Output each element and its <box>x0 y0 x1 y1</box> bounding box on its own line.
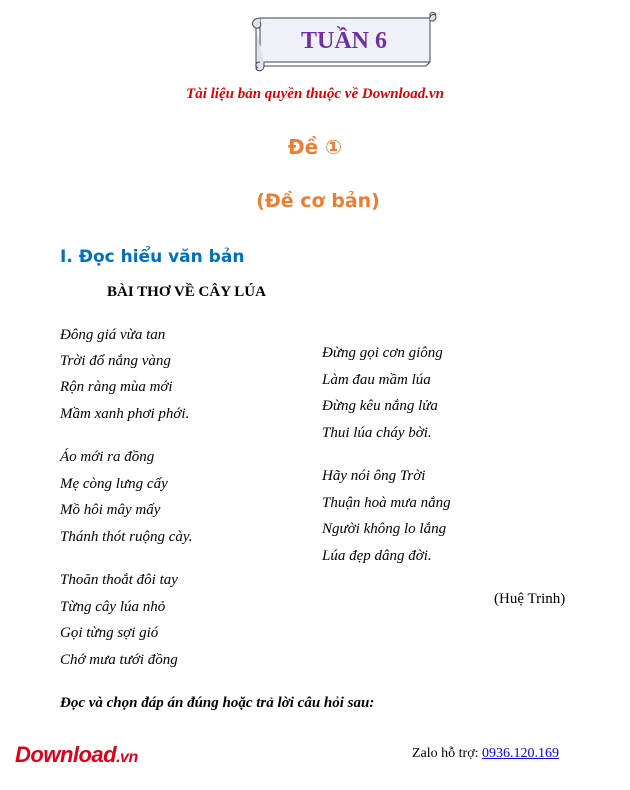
poem-title: BÀI THƠ VỀ CÂY LÚA <box>107 284 266 300</box>
week-title: TUẦN 6 <box>300 28 387 54</box>
poem-line: Chớ mưa tưới đồng <box>60 652 178 668</box>
poem-line: Mẹ còng lưng cấy <box>60 476 168 492</box>
question-instruction: Đọc và chọn đáp án đúng hoặc trả lời câu hỏi sau: <box>60 695 375 711</box>
poem-line: Rộn ràng mùa mới <box>60 379 173 395</box>
poem-line: Thuận hoà mưa nắng <box>322 495 451 511</box>
section-title: I. Đọc hiểu văn bản <box>60 247 245 267</box>
poem-line: Mồ hôi mây mấy <box>60 502 161 518</box>
poem-line: Đừng gọi cơn giông <box>322 345 443 361</box>
logo-suffix-text: .vn <box>116 749 138 766</box>
download-vn-logo[interactable] <box>15 742 138 768</box>
poem-line: Áo mới ra đồng <box>60 449 155 465</box>
copyright-note: Tài liệu bản quyền thuộc về Download.vn <box>186 86 444 102</box>
poem-line: Từng cây lúa nhỏ <box>60 599 166 615</box>
support-label: Zalo hỗ trợ: <box>412 746 479 761</box>
logo-main-text: Download <box>15 742 117 767</box>
poem-line: Người không lo lắng <box>322 521 447 537</box>
poem-line: Đừng kêu nắng lửa <box>322 398 438 414</box>
poem-line: Thoăn thoắt đôi tay <box>60 572 178 588</box>
poem-line: Làm đau mầm lúa <box>322 372 431 388</box>
exam-number: Đề ① <box>287 135 343 159</box>
poem-line: Hãy nói ông Trời <box>322 468 426 484</box>
poem-line: Đông giá vừa tan <box>60 327 166 343</box>
support-phone-link[interactable]: 0936.120.169 <box>482 746 559 761</box>
zalo-support <box>412 746 559 762</box>
poem-author: (Huệ Trinh) <box>494 591 566 607</box>
poem-line: Lúa đẹp dâng đời. <box>322 548 432 564</box>
poem-line: Trời đổ nắng vàng <box>60 353 171 369</box>
poem-line: Thánh thót ruộng cày. <box>60 529 193 545</box>
poem-line: Gọi từng sợi gió <box>60 625 159 641</box>
poem-line: Mầm xanh phơi phới. <box>60 406 190 422</box>
exam-level: (Đề cơ bản) <box>256 190 380 212</box>
poem-line: Thui lúa cháy bời. <box>322 425 432 441</box>
